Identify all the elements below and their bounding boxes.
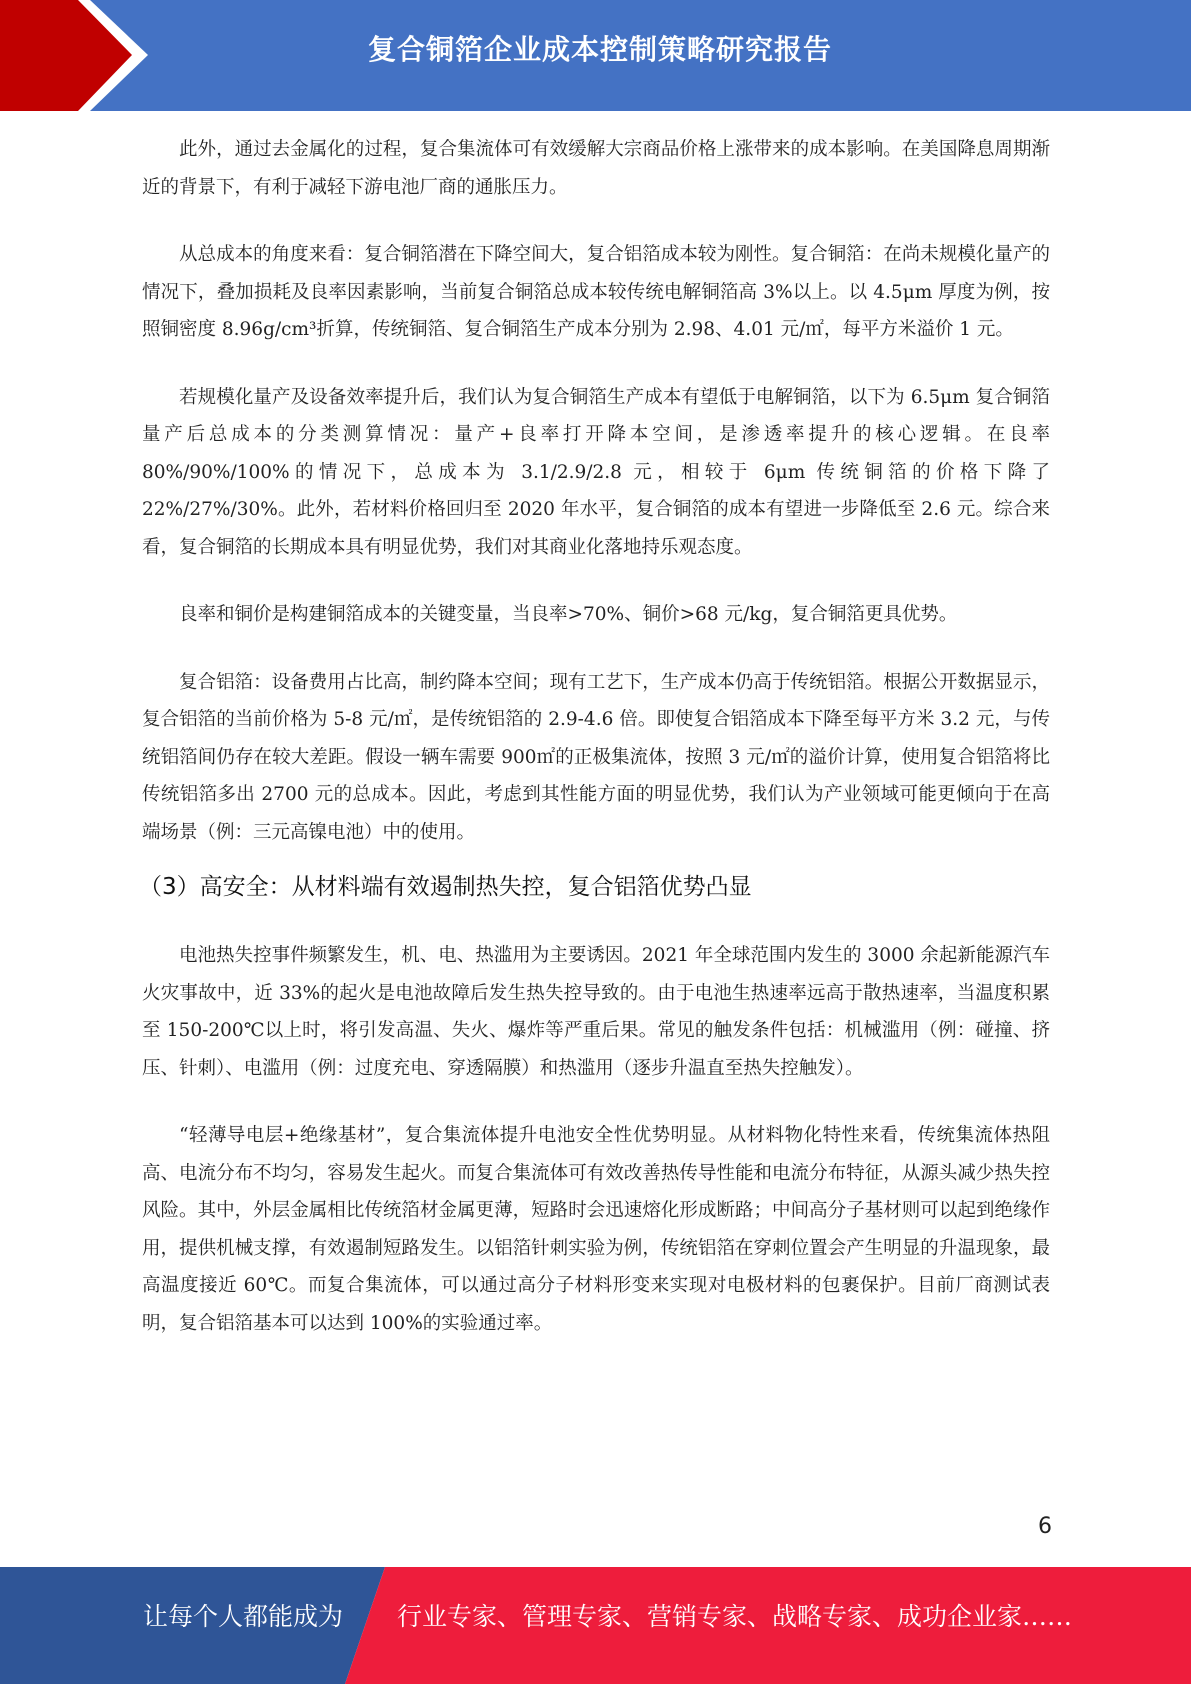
footer-slogan-left: 让每个人都能成为 bbox=[143, 1602, 344, 1631]
body-paragraph: 电池热失控事件频繁发生，机、电、热滥用为主要诱因。2021 年全球范围内发生的 3000 余起新能源汽车火灾事故中，近 33%的起火是电池故障后发生热失控导致的。由于电池生热速率远高于散热速率，当温度积累至 150-200℃以上时，将引发高温、失火、爆炸等严重后果。常见的触发条件包括：机械滥用（例：碰撞、挤压、针刺）、电滥用（例：过度充电、穿透隔膜）和热滥用（逐步升温直至热失控触发）。 bbox=[142, 945, 1050, 1079]
body-paragraph: 从总成本的角度来看：复合铜箔潜在下降空间大，复合铝箔成本较为刚性。复合铜箔：在尚未规模化量产的情况下，叠加损耗及良率因素影响，当前复合铜箔总成本较传统电解铜箔高 3%以上。以 4.5μm 厚度为例，按照铜密度 8.96g/cm³折算，传统铜箔、复合铜箔生产成本分别为 2.98、4.01 元/㎡，每平方米溢价 1 元。 bbox=[142, 244, 1050, 340]
page-number: 6 bbox=[1038, 1514, 1052, 1539]
header-arrow-decoration bbox=[0, 0, 160, 111]
footer-slogan-right: 行业专家、管理专家、营销专家、战略专家、成功企业家…… bbox=[397, 1602, 1073, 1631]
section-heading: （3）高安全：从材料端有效遏制热失控，复合铝箔优势凸显 bbox=[139, 874, 752, 900]
page-header bbox=[0, 0, 1191, 111]
page-body bbox=[139, 131, 1050, 1372]
body-paragraph: 此外，通过去金属化的过程，复合集流体可有效缓解大宗商品价格上涨带来的成本影响。在美国降息周期渐近的背景下，有利于减轻下游电池厂商的通胀压力。 bbox=[142, 139, 1050, 198]
page-footer bbox=[0, 1567, 1191, 1684]
body-paragraph: “轻薄导电层+绝缘基材”，复合集流体提升电池安全性优势明显。从材料物化特性来看，传统集流体热阻高、电流分布不均匀，容易发生起火。而复合集流体可有效改善热传导性能和电流分布特征，从源头减少热失控风险。其中，外层金属相比传统箔材金属更薄，短路时会迅速熔化形成断路；中间高分子基材则可以起到绝缘作用，提供机械支撑，有效遏制短路发生。以铝箔针刺实验为例，传统铝箔在穿刺位置会产生明显的升温现象，最高温度接近 60℃。而复合集流体，可以通过高分子材料形变来实现对电极材料的包裹保护。目前厂商测试表明，复合铝箔基本可以达到 100%的实验通过率。 bbox=[142, 1125, 1050, 1334]
body-paragraph: 复合铝箔：设备费用占比高，制约降本空间；现有工艺下，生产成本仍高于传统铝箔。根据公开数据显示，复合铝箔的当前价格为 5-8 元/㎡，是传统铝箔的 2.9-4.6 倍。即使复合铝箔成本下降至每平方米 3.2 元，与传统铝箔间仍存在较大差距。假设一辆车需要 900㎡的正极集流体，按照 3 元/㎡的溢价计算，使用复合铝箔将比传统铝箔多出 2700 元的总成本。因此，考虑到其性能方面的明显优势，我们认为产业领域可能更倾向于在高端场景（例：三元高镍电池）中的使用。 bbox=[142, 671, 1050, 843]
body-paragraph: 良率和铜价是构建铜箔成本的关键变量，当良率>70%、铜价>68 元/kg，复合铜箔更具优势。 bbox=[179, 604, 958, 625]
body-paragraph: 若规模化量产及设备效率提升后，我们认为复合铜箔生产成本有望低于电解铜箔，以下为 6.5μm 复合铜箔量产后总成本的分类测算情况：量产+良率打开降本空间，是渗透率提升的核心逻辑。在良率 80%/90%/100%的情况下，总成本为 3.1/2.9/2.8 元，相较于 6μm 传统铜箔的价格下降了 22%/27%/30%。此外，若材料价格回归至 2020 年水平，复合铜箔的成本有望进一步降低至 2.6 元。综合来看，复合铜箔的长期成本具有明显优势，我们对其商业化落地持乐观态度。 bbox=[142, 386, 1050, 558]
report-title: 复合铜箔企业成本控制策略研究报告 bbox=[367, 33, 832, 66]
